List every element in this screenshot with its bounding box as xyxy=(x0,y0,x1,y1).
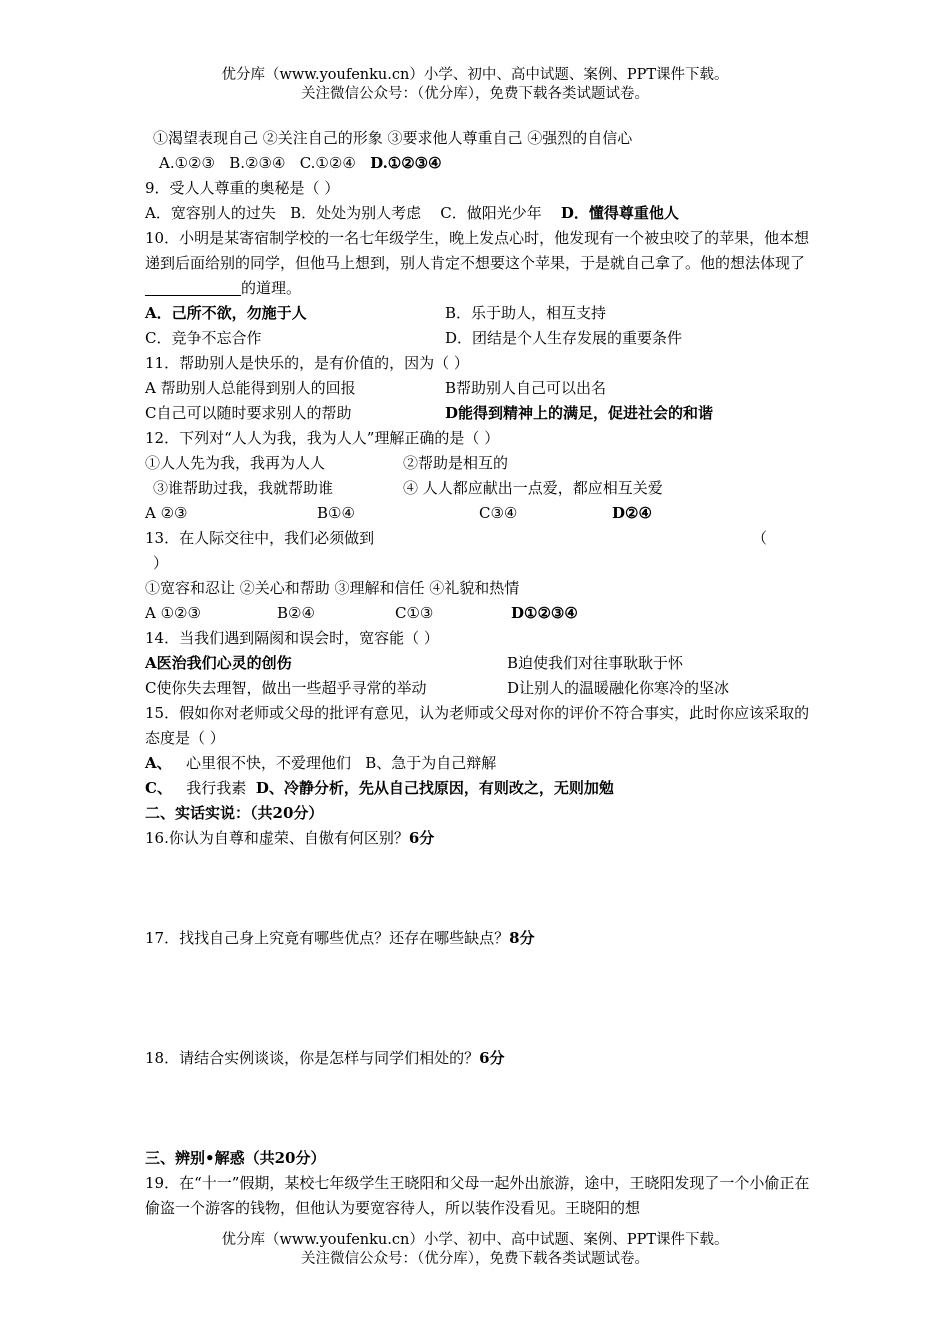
q8-options xyxy=(145,151,810,176)
q12-option-c: C③④ xyxy=(479,504,518,522)
q18-stem xyxy=(145,1046,810,1071)
q11-option-a: A 帮助别人总能得到别人的回报 xyxy=(145,379,356,397)
section-3-title: 三、辨别•解惑（共20分） xyxy=(145,1149,326,1167)
q18-text: 18．请结合实例谈谈，你是怎样与同学们相处的？ xyxy=(145,1049,480,1067)
q10-stem xyxy=(145,226,810,301)
q8-option-a: A.①②③ xyxy=(159,154,215,172)
q9-stem: 9．受人人尊重的奥秘是（ ） xyxy=(145,179,340,197)
q10-stem-text: 10．小明是某寄宿制学校的一名七年级学生，晚上发点心时，他发现有一个被虫咬了的苹果，他本想递到后面给别的同学，但他马上想到，别人肯定不想要这个苹果，于是就自己拿了。他的想法体现了 xyxy=(145,229,810,272)
q12-option-b: B①④ xyxy=(317,504,355,522)
q13-options xyxy=(145,601,810,626)
q18-answer-space xyxy=(145,1071,810,1146)
q12-statement-4: ④ 人人都应献出一点爱，都应相互关爱 xyxy=(403,479,663,497)
q11-options-row-1 xyxy=(145,376,810,401)
q14-options-row-2 xyxy=(145,676,810,701)
q15-option-d: D、冷静分析，先从自己找原因，有则改之，无则加勉 xyxy=(255,779,614,797)
q16-text: 16.你认为自尊和虚荣、自傲有何区别？ xyxy=(145,829,409,847)
q14-option-d: D让别人的温暖融化你寒冷的坚冰 xyxy=(507,679,730,697)
q13-stem xyxy=(145,526,810,551)
exam-content xyxy=(145,126,810,1221)
q15-options-row-2 xyxy=(145,776,810,801)
q8-option-b: B.②③④ xyxy=(229,154,286,172)
q15-option-c-label: C、 xyxy=(145,779,172,797)
q17-score: 8分 xyxy=(509,929,535,947)
page-footer xyxy=(0,1231,950,1269)
q12-statement-1: ①人人先为我，我再为人人 xyxy=(145,454,326,472)
q17-answer-space xyxy=(145,951,810,1046)
q17-text: 17．找找自己身上究竟有哪些优点？还存在哪些缺点？ xyxy=(145,929,510,947)
q12-statements-row-1 xyxy=(145,451,810,476)
q12-stem: 12．下列对“人人为我，我为人人”理解正确的是（ ） xyxy=(145,429,500,447)
q14-options-row-1 xyxy=(145,651,810,676)
q15-options-row-1 xyxy=(145,751,810,776)
q13-option-c: C①③ xyxy=(395,604,434,622)
q12-statements-row-2 xyxy=(145,476,810,501)
q15-stem: 15．假如你对老师或父母的批评有意见，认为老师或父母对你的评价不符合事实，此时你应该采取的态度是（ ） xyxy=(145,704,810,747)
q13-option-d: D①②③④ xyxy=(511,604,578,622)
q13-paren-close: ） xyxy=(153,554,169,572)
footer-line-1: 优分库（www.youfenku.cn）小学、初中、高中试题、案例、PPT课件下载。 xyxy=(221,1232,729,1248)
q10-options-row-2 xyxy=(145,326,810,351)
page-header xyxy=(0,66,950,104)
q10-stem-tail: 的道理。 xyxy=(241,279,302,297)
q10-option-b: B．乐于助人，相互支持 xyxy=(445,304,607,322)
q14-option-a: A医治我们心灵的创伤 xyxy=(145,654,292,672)
q14-option-c: C使你失去理智，做出一些超乎寻常的举动 xyxy=(145,679,427,697)
q12-option-a: A ②③ xyxy=(145,504,188,522)
q13-stem-text: 13．在人际交往中，我们必须做到 xyxy=(145,529,375,547)
q11-option-d: D能得到精神上的满足，促进社会的和谐 xyxy=(445,404,714,422)
answer-blank xyxy=(145,279,241,296)
q10-options-row-1 xyxy=(145,301,810,326)
q15-option-a: 心里很不快，不爱理他们 xyxy=(185,754,351,772)
q15-option-c: 我行我素 xyxy=(186,779,247,797)
q12-option-d: D②④ xyxy=(612,504,652,522)
q19-stem: 19．在“十一”假期，某校七年级学生王晓阳和父母一起外出旅游，途中，王晓阳发现了一个小偷正在偷盗一个游客的钱物，但他认为要宽容待人，所以装作没看见。王晓阳的想 xyxy=(145,1174,810,1217)
q10-option-a: A．己所不欲，勿施于人 xyxy=(145,304,307,322)
q11-option-b: B帮助别人自己可以出名 xyxy=(445,379,607,397)
header-line-1: 优分库（www.youfenku.cn）小学、初中、高中试题、案例、PPT课件下载。 xyxy=(221,67,729,83)
q15-option-a-label: A、 xyxy=(145,754,172,772)
section-2-title: 二、实话实说：（共20分） xyxy=(145,804,324,822)
q11-options-row-2 xyxy=(145,401,810,426)
q10-option-c: C．竞争不忘合作 xyxy=(145,329,262,347)
q8-option-d: D.①②③④ xyxy=(370,154,442,172)
q9-option-b: B．处处为别人考虑 xyxy=(290,204,422,222)
footer-line-2: 关注微信公众号：（优分库），免费下载各类试题试卷。 xyxy=(301,1251,649,1267)
q13-option-b: B②④ xyxy=(277,604,315,622)
header-line-2: 关注微信公众号：（优分库），免费下载各类试题试卷。 xyxy=(301,86,649,102)
q11-option-c: C自己可以随时要求别人的帮助 xyxy=(145,404,352,422)
q15-option-b: B、急于为自己辩解 xyxy=(365,754,497,772)
q12-statement-2: ②帮助是相互的 xyxy=(403,454,509,472)
q8-statements: ①渴望表现自己 ②关注自己的形象 ③要求他人尊重自己 ④强烈的自信心 xyxy=(153,129,633,147)
q12-statement-3: ③谁帮助过我，我就帮助谁 xyxy=(153,479,334,497)
q16-answer-space xyxy=(145,851,810,926)
q17-stem xyxy=(145,926,810,951)
q13-option-a: A ①②③ xyxy=(145,604,201,622)
q11-stem: 11．帮助别人是快乐的，是有价值的，因为（ ） xyxy=(145,354,469,372)
q13-paren-open: （ xyxy=(752,529,768,547)
q9-option-a: A．宽容别人的过失 xyxy=(145,204,276,222)
q10-option-d: D．团结是个人生存发展的重要条件 xyxy=(445,329,683,347)
q9-option-d: D．懂得尊重他人 xyxy=(560,204,679,222)
q16-score: 6分 xyxy=(408,829,435,847)
q18-score: 6分 xyxy=(479,1049,505,1067)
q12-options xyxy=(145,501,810,526)
q9-option-c: C．做阳光少年 xyxy=(440,204,542,222)
q16-stem xyxy=(145,826,810,851)
q14-option-b: B迫使我们对往事耿耿于怀 xyxy=(507,654,684,672)
q14-stem: 14．当我们遇到隔阂和误会时，宽容能（ ） xyxy=(145,629,439,647)
q9-options xyxy=(145,201,810,226)
q8-option-c: C.①②④ xyxy=(299,154,356,172)
q13-statements: ①宽容和忍让 ②关心和帮助 ③理解和信任 ④礼貌和热情 xyxy=(145,579,520,597)
